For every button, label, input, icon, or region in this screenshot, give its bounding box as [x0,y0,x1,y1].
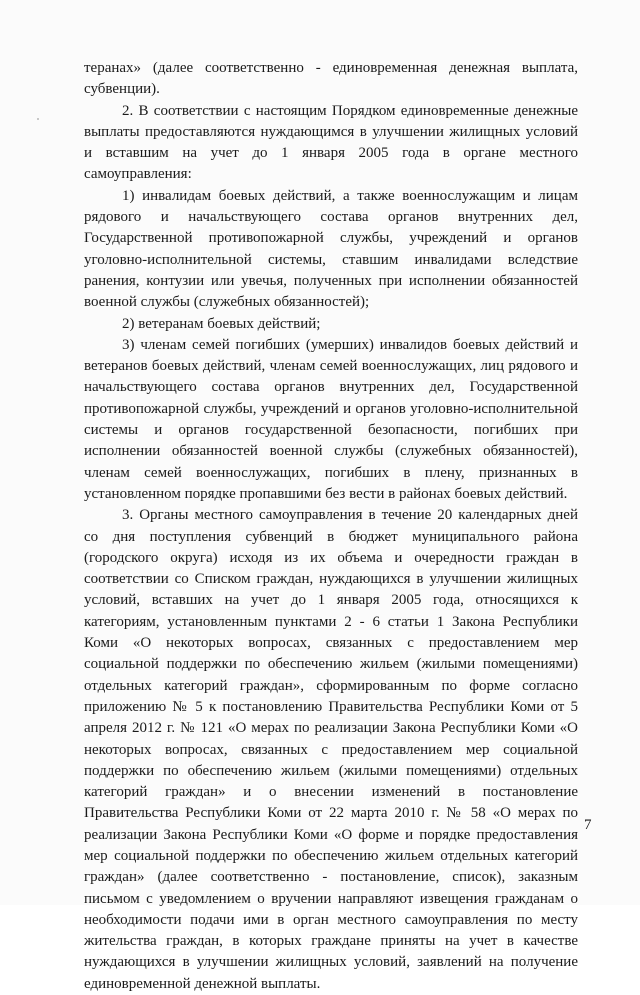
paragraph-subitem-3: 3) членам семей погибших (умерших) инвалидов боевых действий и ветеранов боевых действий, членам семей военнослужащих, лиц рядового и начальствующего состава органов внутренних дел, Государственной противопожарной службы, учреждений и органов уголовно-исполнительной системы и органов государственной безопасности, погибших при исполнении обязанностей военной службы (служебных обязанностей), членам семей военнослужащих, погибших в плену, признанных в установленном порядке пропавшими без вести в районах боевых действий. [84,336,578,502]
document-body [84,58,578,995]
paragraph-continuation: теранах» (далее соответственно - единовременная денежная выплата, субвенции). [84,60,578,98]
scan-artifact [37,118,39,120]
paragraph-item-2: 2. В соответствии с настоящим Порядком единовременные денежные выплаты предоставляются нуждающимся в улучшении жилищных условий и вставшим на учет до 1 января 2005 года в органе местного самоуправления: [84,102,578,183]
page-number: 7 [584,817,592,833]
paragraph-subitem-2: 2) ветеранам боевых действий; [122,315,321,332]
paragraph-item-3: 3. Органы местного самоуправления в течение 20 календарных дней со дня поступления субвенций в бюджет муниципального района (городского округа) исходя из их объема и очередности граждан в соответствии со Списком граждан, нуждающихся в улучшении жилищных условий, вставших на учет до 1 января 2005 года, относящихся к категориям, установленным пунктами 2 - 6 статьи 1 Закона Республики Коми «О некоторых вопросах, связанных с предоставлением мер социальной поддержки по обеспечению жильем (жилыми помещениями) отдельных категорий граждан», сформированным по форме согласно приложению № 5 к постановлению Правительства Республики Коми от 5 апреля 2012 г. № 121 «О мерах по реализации Закона Республики Коми «О некоторых вопросах, связанных с предоставлением мер социальной поддержки по обеспечению жильем (жилыми помещениями) отдельных категорий граждан» и о внесении изменений в постановление Правительства Республики Коми от 22 марта 2010 г. № 58 «О мерах по реализации Закона Республики Коми «О форме и порядке предоставления мер социальной поддержки по обеспечению жильем отдельных категорий граждан» (далее соответственно - постановление, список), заказным письмом с уведомлением о вручении направляют извещения гражданам о необходимости подачи ими в орган местного самоуправления по месту жительства граждан, в которых граждане приняты на учет в качестве нуждающихся в улучшении жилищных условий, заявлений на получение единовременной денежной выплаты. [84,507,578,992]
paragraph-subitem-1: 1) инвалидам боевых действий, а также военнослужащим и лицам рядового и начальствующего состава органов внутренних дел, Государственной противопожарной службы, учреждений и органов уголовно-исполнительной системы, ставшим инвалидами вследствие ранения, контузии или увечья, полученных при исполнении обязанностей военной службы (служебных обязанностей); [84,187,578,311]
